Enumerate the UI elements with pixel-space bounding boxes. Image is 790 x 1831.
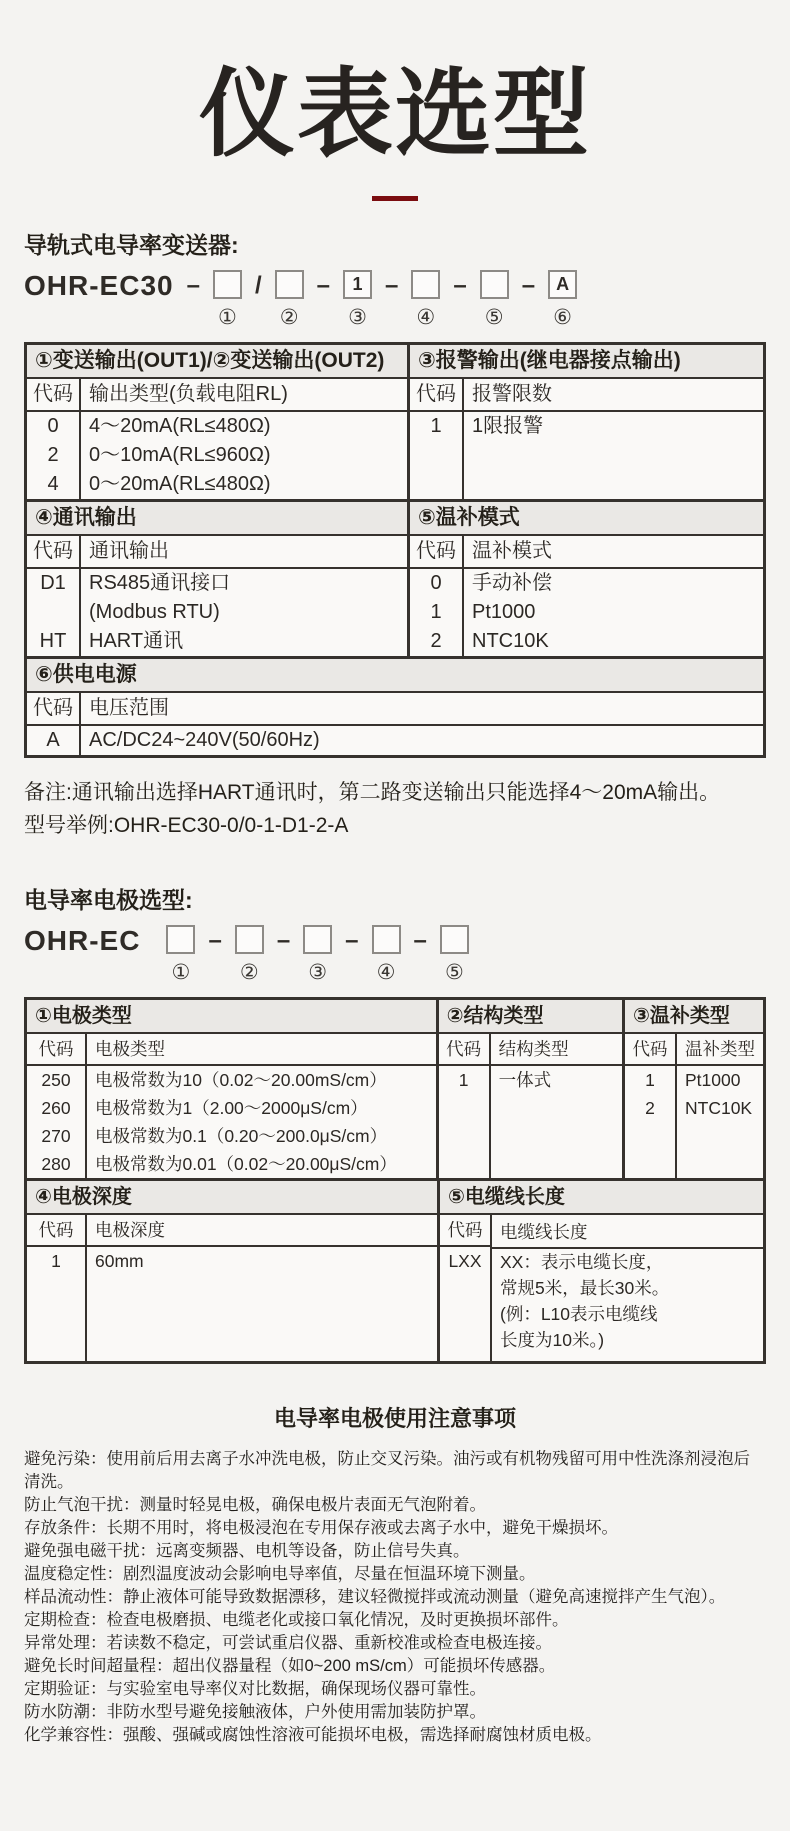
code-label: 代码 bbox=[27, 1034, 85, 1066]
model-box-5 bbox=[480, 270, 509, 299]
code-label: 代码 bbox=[440, 1215, 490, 1247]
model-box-4 bbox=[372, 925, 401, 954]
model-separator: / bbox=[254, 272, 262, 300]
value-label: 温补模式 bbox=[464, 536, 763, 569]
code-column bbox=[27, 1215, 87, 1361]
power-supply-block bbox=[27, 659, 763, 755]
code-cell: 0 bbox=[47, 415, 59, 438]
precaution-item: 定期检查：检查电极磨损、电缆老化或接口氧化情况，及时更换损坏部件。 bbox=[24, 1611, 569, 1630]
precaution-item: 样品流动性：静止液体可能导致数据漂移，建议轻微搅拌或流动测量（避免高速搅拌产生气泡）。 bbox=[24, 1588, 726, 1607]
code-label: 代码 bbox=[625, 1034, 675, 1066]
code-column bbox=[625, 1034, 677, 1178]
table-remarks bbox=[24, 776, 766, 842]
precaution-item: 化学兼容性：强酸、强碱或腐蚀性溶液可能损坏电极，需选择耐腐蚀材质电极。 bbox=[24, 1726, 602, 1745]
model-box-4 bbox=[411, 270, 440, 299]
code-cell: 270 bbox=[41, 1126, 71, 1147]
cable-note-line: (例：L10表示电缆线 bbox=[500, 1304, 658, 1325]
code-label: 代码 bbox=[27, 1215, 85, 1247]
model-position-2 bbox=[235, 925, 264, 985]
section-header: ④通讯输出 bbox=[27, 502, 407, 536]
transmit-output-block bbox=[27, 345, 407, 499]
transmitter-heading: 导轨式电导率变送器: bbox=[24, 232, 239, 259]
model-position-5 bbox=[440, 925, 469, 985]
model-position-6 bbox=[548, 270, 577, 330]
section-header: ①电极类型 bbox=[27, 1000, 436, 1034]
position-circle-4: ④ bbox=[376, 961, 396, 985]
section-header: ①变送输出(OUT1)/②变送输出(OUT2) bbox=[27, 345, 407, 379]
code-label: 代码 bbox=[27, 693, 79, 726]
value-cell: 电极常数为1（2.00～2000μS/cm） bbox=[95, 1098, 368, 1119]
value-cell: RS485通讯接口 bbox=[89, 572, 231, 595]
code-cell: 250 bbox=[41, 1070, 71, 1091]
section-header: ③温补类型 bbox=[625, 1000, 763, 1034]
code-label: 代码 bbox=[410, 379, 462, 412]
model-position-4 bbox=[372, 925, 401, 985]
value-cell: 手动补偿 bbox=[472, 572, 552, 595]
position-circle-2: ② bbox=[239, 961, 259, 985]
temp-compensation-block bbox=[407, 502, 763, 656]
value-cell: 一体式 bbox=[498, 1070, 552, 1091]
precautions-title: 电导率电极使用注意事项 bbox=[273, 1406, 516, 1432]
model-box-2 bbox=[235, 925, 264, 954]
section-header: ⑤温补模式 bbox=[410, 502, 763, 536]
section-header: ②结构类型 bbox=[439, 1000, 622, 1034]
code-cell: 2 bbox=[645, 1098, 655, 1119]
model-separator: – bbox=[345, 927, 359, 955]
value-column bbox=[464, 379, 763, 499]
page-title: 仪表选型 bbox=[199, 61, 591, 168]
value-label: 电缆线长度 bbox=[492, 1217, 763, 1249]
value-cell: 1限报警 bbox=[472, 415, 544, 438]
value-column bbox=[81, 379, 407, 499]
value-column bbox=[87, 1034, 436, 1178]
value-column bbox=[464, 536, 763, 656]
code-cell: 4 bbox=[47, 473, 59, 496]
model-position-3 bbox=[343, 270, 372, 330]
code-cell: D1 bbox=[40, 572, 66, 595]
value-column bbox=[491, 1034, 622, 1178]
value-column bbox=[81, 693, 763, 755]
value-column bbox=[87, 1215, 437, 1361]
position-circle-1: ① bbox=[171, 961, 191, 985]
electrode-type-block bbox=[27, 1000, 436, 1178]
electrode-depth-block bbox=[27, 1181, 437, 1361]
code-cell: A bbox=[46, 729, 60, 752]
code-cell: LXX bbox=[448, 1251, 482, 1272]
temp-comp-type-block bbox=[622, 1000, 763, 1178]
position-circle-4: ④ bbox=[416, 306, 436, 330]
value-label: 结构类型 bbox=[491, 1034, 622, 1066]
position-circle-6: ⑥ bbox=[553, 306, 572, 330]
precaution-item: 避免长时间超量程：超出仪器量程（如0~200 mS/cm）可能损坏传感器。 bbox=[24, 1657, 556, 1676]
precaution-item: 异常处理：若读数不稳定，可尝试重启仪器、重新校准或检查电极连接。 bbox=[24, 1634, 552, 1653]
communication-block bbox=[27, 502, 407, 656]
model-separator: – bbox=[316, 272, 330, 300]
value-label: 温补类型 bbox=[677, 1034, 763, 1066]
code-column bbox=[439, 1034, 491, 1178]
model-example-line: 型号举例:OHR-EC30-0/0-1-D1-2-A bbox=[24, 814, 349, 838]
code-cell: 1 bbox=[458, 1070, 469, 1091]
model-box-5 bbox=[440, 925, 469, 954]
title-underline-dash bbox=[372, 196, 418, 201]
model-position-1 bbox=[213, 270, 242, 330]
alarm-output-block bbox=[407, 345, 763, 499]
model-box-6: A bbox=[548, 270, 577, 299]
structure-type-block bbox=[436, 1000, 622, 1178]
model-box-3: 1 bbox=[343, 270, 372, 299]
model-separator: – bbox=[276, 927, 291, 955]
code-column bbox=[27, 379, 81, 499]
cable-note-line: XX：表示电缆长度， bbox=[500, 1252, 664, 1273]
code-cell bbox=[27, 598, 79, 627]
precaution-item: 温度稳定性：剧烈温度波动会影响电导率值，尽量在恒温环境下测量。 bbox=[24, 1565, 536, 1584]
precautions-list bbox=[24, 1448, 766, 1747]
value-cell: Pt1000 bbox=[472, 601, 536, 624]
model-separator: – bbox=[384, 272, 399, 300]
precaution-item: 存放条件：长期不用时，将电极浸泡在专用保存液或去离子水中，避免干燥损坏。 bbox=[24, 1519, 618, 1538]
electrode-selection-table bbox=[24, 997, 766, 1364]
code-column bbox=[27, 536, 81, 656]
section-header: ⑤电缆线长度 bbox=[440, 1181, 763, 1215]
code-column bbox=[27, 693, 81, 755]
code-label: 代码 bbox=[410, 536, 462, 569]
value-label: 电压范围 bbox=[81, 693, 763, 726]
table-section-comm-temp bbox=[27, 499, 763, 656]
model-prefix: OHR-EC bbox=[24, 925, 141, 957]
value-cell: NTC10K bbox=[685, 1098, 753, 1119]
code-label: 代码 bbox=[27, 379, 79, 412]
value-cell: HART通讯 bbox=[89, 630, 184, 653]
code-cell: HT bbox=[39, 630, 67, 653]
precaution-item: 防止气泡干扰：测量时轻晃电极，确保电极片表面无气泡附着。 bbox=[24, 1496, 486, 1515]
cable-note-line: 常规5米，最长30米。 bbox=[500, 1278, 670, 1299]
precaution-item: 避免污染：使用前后用去离子水冲洗电极，防止交叉污染。油污或有机物残留可用中性洗涤剂浸泡后清洗。 bbox=[24, 1450, 750, 1492]
precaution-item: 避免强电磁干扰：远离变频器、电机等设备，防止信号失真。 bbox=[24, 1542, 470, 1561]
value-column bbox=[81, 536, 407, 656]
code-column bbox=[410, 379, 464, 499]
table-section-depth-cable bbox=[27, 1178, 763, 1361]
value-cell: (Modbus RTU) bbox=[89, 601, 220, 624]
code-column bbox=[410, 536, 464, 656]
table-section-output-alarm bbox=[27, 345, 763, 499]
code-label: 代码 bbox=[27, 536, 79, 569]
value-cell: AC/DC24~240V(50/60Hz) bbox=[89, 729, 320, 752]
value-column bbox=[492, 1215, 763, 1361]
value-cell: 0～10mA(RL≤960Ω) bbox=[89, 444, 271, 467]
model-separator: – bbox=[186, 272, 200, 300]
cable-note-line: 长度为10米。) bbox=[500, 1330, 605, 1351]
code-cell: 0 bbox=[430, 572, 442, 595]
code-cell: 2 bbox=[47, 444, 59, 467]
model-position-1 bbox=[166, 925, 195, 985]
position-circle-5: ⑤ bbox=[444, 961, 464, 985]
value-cell: 4～20mA(RL≤480Ω) bbox=[89, 415, 271, 438]
value-label: 电极类型 bbox=[87, 1034, 436, 1066]
position-circle-1: ① bbox=[218, 306, 237, 330]
code-cell: 1 bbox=[51, 1251, 61, 1272]
remark-line: 备注:通讯输出选择HART通讯时，第二路变送输出只能选择4～20mA输出。 bbox=[24, 781, 721, 805]
value-cell: NTC10K bbox=[472, 630, 549, 653]
code-column bbox=[27, 1034, 87, 1178]
value-cell: 0～20mA(RL≤480Ω) bbox=[89, 473, 271, 496]
transmitter-selection-table bbox=[24, 342, 766, 758]
transmitter-model-code bbox=[24, 270, 766, 330]
electrode-model-code bbox=[24, 925, 766, 985]
code-label: 代码 bbox=[439, 1034, 489, 1066]
position-circle-2: ② bbox=[279, 306, 299, 330]
code-cell: 1 bbox=[430, 601, 442, 624]
model-separator: – bbox=[453, 272, 467, 300]
model-box-3 bbox=[303, 925, 332, 954]
code-cell: 1 bbox=[430, 415, 442, 438]
section-header: ④电极深度 bbox=[27, 1181, 437, 1215]
model-position-5 bbox=[480, 270, 509, 330]
code-cell: 260 bbox=[41, 1098, 71, 1119]
model-separator: – bbox=[208, 927, 222, 955]
value-cell: Pt1000 bbox=[685, 1070, 741, 1091]
cable-length-block bbox=[437, 1181, 763, 1361]
section-header: ③报警输出(继电器接点输出) bbox=[410, 345, 763, 379]
model-box-2 bbox=[275, 270, 304, 299]
electrode-heading: 电导率电极选型: bbox=[24, 887, 193, 914]
model-box-1 bbox=[166, 925, 195, 954]
value-label: 通讯输出 bbox=[81, 536, 407, 569]
model-position-2 bbox=[275, 270, 304, 330]
model-separator: – bbox=[413, 927, 427, 955]
position-circle-5: ⑤ bbox=[484, 306, 504, 330]
model-separator: – bbox=[521, 272, 536, 300]
model-box-1 bbox=[213, 270, 242, 299]
value-cell: 电极常数为10（0.02～20.00mS/cm） bbox=[95, 1070, 387, 1091]
position-circle-3: ③ bbox=[348, 306, 367, 330]
code-cell: 2 bbox=[430, 630, 442, 653]
code-cell: 1 bbox=[645, 1070, 655, 1091]
table-section-type-structure-temp bbox=[27, 1000, 763, 1178]
value-cell: 电极常数为0.1（0.20～200.0μS/cm） bbox=[95, 1126, 388, 1147]
precaution-item: 防水防潮：非防水型号避免接触液体，户外使用需加装防护罩。 bbox=[24, 1703, 486, 1722]
value-label: 报警限数 bbox=[464, 379, 763, 412]
table-section-power bbox=[27, 656, 763, 755]
position-circle-3: ③ bbox=[308, 961, 328, 985]
precaution-item: 定期验证：与实验室电导率仪对比数据，确保现场仪器可靠性。 bbox=[24, 1680, 486, 1699]
model-position-4 bbox=[411, 270, 440, 330]
model-position-3 bbox=[303, 925, 332, 985]
code-cell: 280 bbox=[41, 1154, 71, 1175]
value-column bbox=[677, 1034, 763, 1178]
value-label: 电极深度 bbox=[87, 1215, 437, 1247]
page bbox=[0, 60, 790, 1747]
value-cell: 60mm bbox=[95, 1251, 144, 1272]
value-cell: 电极常数为0.01（0.02～20.00μS/cm） bbox=[95, 1154, 397, 1175]
code-column bbox=[440, 1215, 492, 1361]
value-label: 输出类型(负载电阻RL) bbox=[81, 379, 407, 412]
model-prefix: OHR-EC30 bbox=[24, 270, 174, 302]
section-header: ⑥供电电源 bbox=[27, 659, 763, 693]
